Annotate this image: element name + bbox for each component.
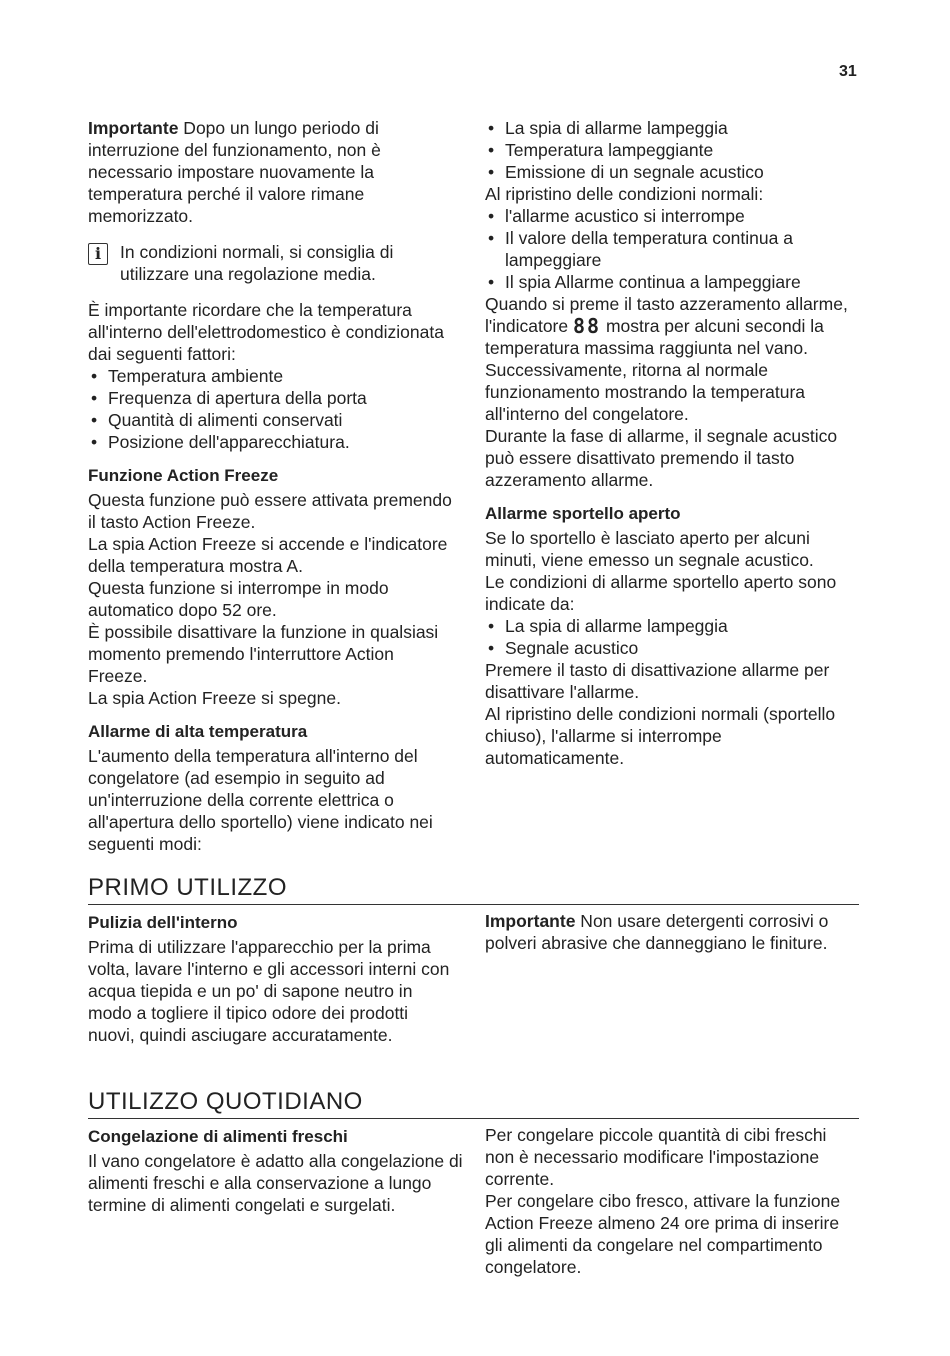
list-item: • Posizione dell'apparecchiatura.	[88, 431, 458, 453]
info-note	[88, 241, 458, 285]
paragraph: La spia Action Freeze si accende e l'indicatore della temperatura mostra A.	[88, 534, 448, 576]
paragraph: Premere il tasto di disattivazione allarme per disattivare l'allarme.	[485, 660, 830, 702]
reset-text-after: mostra per alcuni secondi la temperatura massima raggiunta nel vano.	[485, 316, 824, 358]
paragraph: Questa funzione può essere attivata premendo il tasto Action Freeze.	[88, 490, 452, 532]
section-divider	[88, 904, 859, 905]
section-title-primo-utilizzo: PRIMO UTILIZZO	[88, 874, 287, 901]
info-icon: i	[88, 243, 108, 265]
restore-list	[485, 205, 860, 293]
high-temp-text: L'aumento della temperatura all'interno del congelatore (ad esempio in seguito ad un'interruzione della corrente elettrica o all'apertura dello sportello) viene indicato nei seguenti modi:	[88, 746, 433, 854]
list-item: • Il spia Allarme continua a lampeggiare	[485, 271, 860, 293]
list-item: • l'allarme acustico si interrompe	[485, 205, 860, 227]
important-text: Dopo un lungo periodo di interruzione del funzionamento, non è necessario impostare nuovamente la temperatura perché il valore rimane memorizzato.	[88, 118, 381, 226]
list-item: • Frequenza di apertura della porta	[88, 387, 458, 409]
cleaning-heading: Pulizia dell'interno	[88, 913, 238, 932]
paragraph: La spia Action Freeze si spegne.	[88, 688, 341, 708]
important-label: Importante	[485, 911, 576, 931]
list-item: • Temperatura lampeggiante	[485, 139, 860, 161]
list-item: • Quantità di alimenti conservati	[88, 409, 458, 431]
fresh-food-text: Per congelare cibo fresco, attivare la funzione Action Freeze almeno 24 ore prima di inserire gli alimenti da congelare nel compartimento congelatore.	[485, 1191, 841, 1277]
alarm-signs-list	[485, 117, 860, 183]
quotidiano-left-column	[88, 1126, 463, 1216]
list-item: • La spia di allarme lampeggia	[485, 615, 860, 637]
list-item: • La spia di allarme lampeggia	[485, 117, 860, 139]
door-signs-list	[485, 615, 860, 659]
paragraph: Al ripristino delle condizioni normali (sportello chiuso), l'allarme si interrompe automaticamente.	[485, 704, 836, 768]
during-alarm-text: Durante la fase di allarme, il segnale acustico può essere disattivato premendo il tasto azzeramento allarme.	[485, 426, 838, 490]
reset-text	[485, 293, 860, 359]
display-indicator-icon: 88	[572, 314, 602, 338]
cleaning-text: Prima di utilizzare l'apparecchio per la prima volta, lavare l'interno e gli accessori interni con acqua tiepida e un po' di sapone neutro in modo a togliere il tipico odore dei prodotti nuovi, quindi asciugare accuratamente.	[88, 937, 450, 1045]
paragraph: È possibile disattivare la funzione in qualsiasi momento premendo l'interruttore Action Freeze.	[88, 622, 439, 686]
primo-left-column	[88, 912, 458, 1046]
section-title-utilizzo-quotidiano: UTILIZZO QUOTIDIANO	[88, 1088, 363, 1115]
restore-intro: Al ripristino delle condizioni normali:	[485, 184, 764, 204]
factors-list	[88, 365, 458, 453]
reset-text-before: Quando si preme il tasto azzeramento allarme, l'indicatore	[485, 294, 848, 336]
action-freeze-heading: Funzione Action Freeze	[88, 466, 279, 485]
after-text: Successivamente, ritorna al normale funzionamento mostrando la temperatura all'interno del congelatore.	[485, 360, 806, 424]
paragraph: Le condizioni di allarme sportello aperto sono indicate da:	[485, 572, 837, 614]
primo-right-column	[485, 910, 860, 954]
list-item: • Il valore della temperatura continua a lampeggiare	[485, 227, 860, 271]
important-label: Importante	[88, 118, 179, 138]
info-text: In condizioni normali, si consiglia di utilizzare una regolazione media.	[120, 242, 394, 284]
freezing-heading: Congelazione di alimenti freschi	[88, 1127, 348, 1146]
high-temp-heading: Allarme di alta temperatura	[88, 722, 308, 741]
important-note	[485, 910, 860, 954]
list-item: • Segnale acustico	[485, 637, 860, 659]
section-divider	[88, 1118, 859, 1119]
small-quantities-text: Per congelare piccole quantità di cibi freschi non è necessario modificare l'impostazione corrente.	[485, 1125, 827, 1189]
freezing-text: Il vano congelatore è adatto alla congelazione di alimenti freschi e alla conservazione a lungo termine di alimenti congelati e surgelati.	[88, 1151, 463, 1215]
factors-intro: È importante ricordare che la temperatura all'interno dell'elettrodomestico è condizionata dai seguenti fattori:	[88, 300, 444, 364]
top-left-column	[88, 117, 458, 855]
paragraph: Questa funzione si interrompe in modo automatico dopo 52 ore.	[88, 578, 389, 620]
door-alarm-heading: Allarme sportello aperto	[485, 504, 681, 523]
list-item: • Emissione di un segnale acustico	[485, 161, 860, 183]
paragraph: Se lo sportello è lasciato aperto per alcuni minuti, viene emesso un segnale acustico.	[485, 528, 814, 570]
important-text: Non usare detergenti corrosivi o polveri abrasive che danneggiano le finiture.	[485, 911, 829, 953]
important-note	[88, 117, 458, 227]
top-right-column	[485, 117, 860, 769]
list-item: • Temperatura ambiente	[88, 365, 458, 387]
quotidiano-right-column	[485, 1124, 860, 1278]
page-number: 31	[839, 63, 857, 80]
